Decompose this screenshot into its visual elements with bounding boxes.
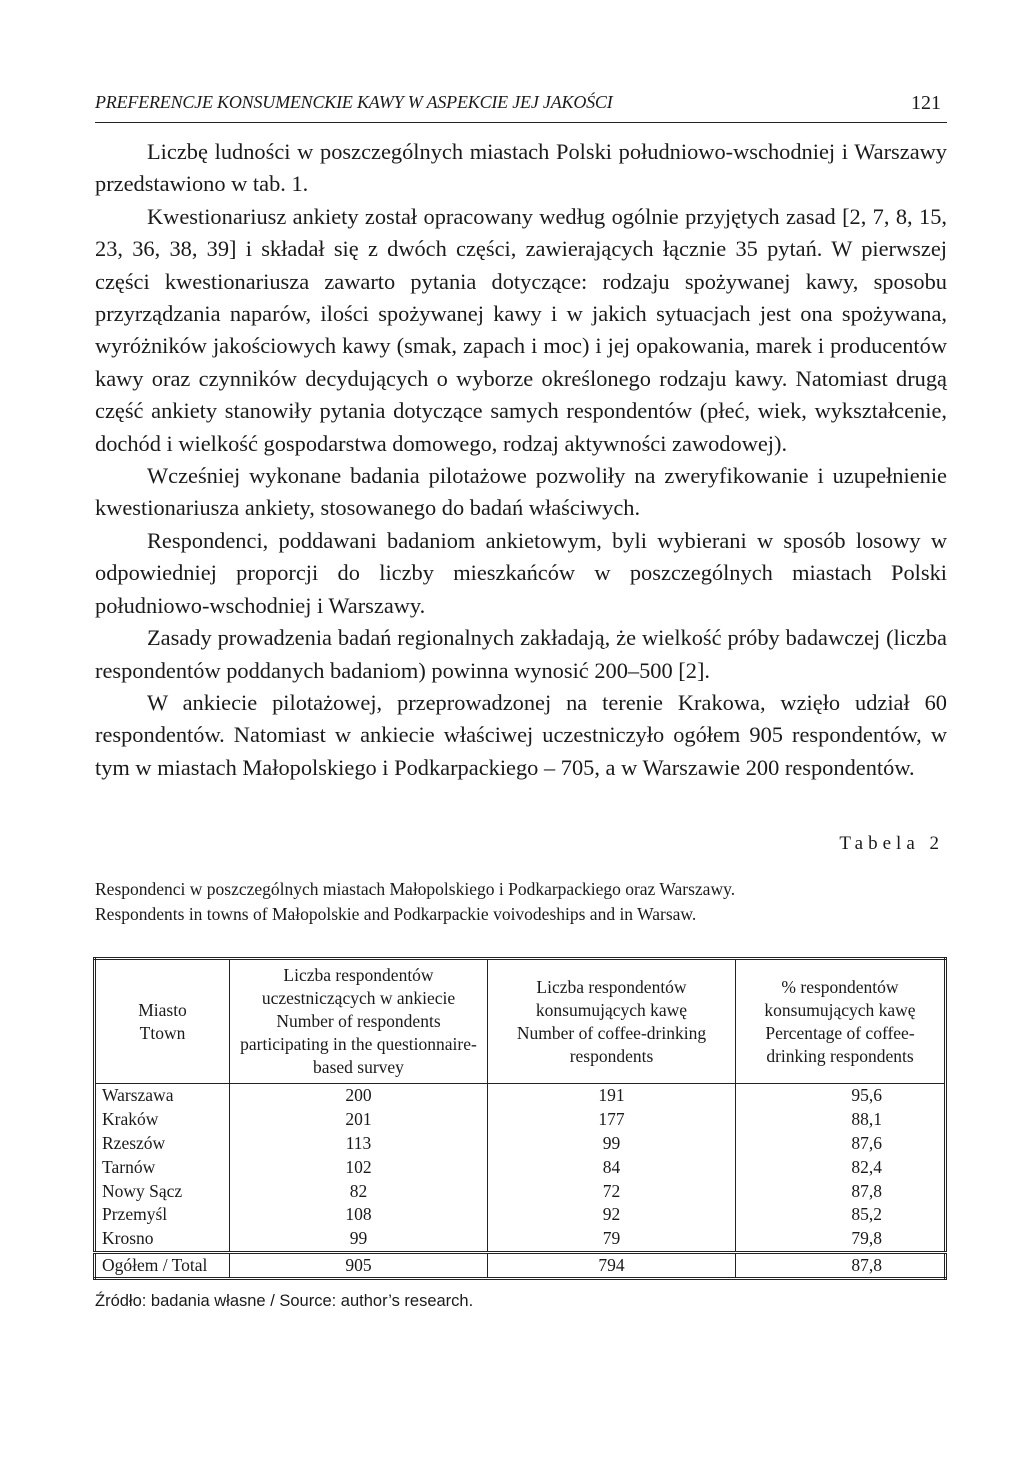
table-row: Rzeszów 113 99 87,6 bbox=[95, 1132, 946, 1156]
running-title: PREFERENCJE KONSUMENCKIE KAWY W ASPEKCIE JEJ JAKOŚCI bbox=[95, 92, 613, 112]
table-source: Źródło: badania własne / Source: author’s research. bbox=[95, 1292, 474, 1310]
running-header bbox=[95, 92, 947, 123]
table-caption bbox=[95, 877, 947, 927]
paragraph: W ankiecie pilotażowej, przeprowadzonej na terenie Krakowa, wzięło udział 60 respondentów. Natomiast w ankiecie właściwej uczestniczyło ogółem 905 respondentów, w tym w miastach Małopolskiego i Podkarpackiego – 705, a w Warszawie 200 respondentów. bbox=[95, 689, 947, 780]
column-header-participants: Liczba respondentów uczestniczących w ankiecie Number of respondents participating in the questionnaire-based survey bbox=[230, 959, 488, 1084]
paragraph: Zasady prowadzenia badań regionalnych zakładają, że wielkość próby badawczej (liczba respondentów poddanych badaniom) powinna wynosić 200–500 [2]. bbox=[95, 625, 947, 683]
caption-english: Respondents in towns of Małopolskie and Podkarpackie voivodeships and in Warsaw. bbox=[95, 904, 697, 924]
table-row: Przemyśl 108 92 85,2 bbox=[95, 1203, 946, 1227]
paragraph: Respondenci, poddawani badaniom ankietowym, byli wybierani w sposób losowy w odpowiedniej proporcji do liczby mieszkańców w poszczególnych miastach Polski południowo-wschodniej i Warszawy. bbox=[95, 527, 947, 618]
table-row: Nowy Sącz 82 72 87,8 bbox=[95, 1179, 946, 1203]
column-header-coffee-drinkers: Liczba respondentów konsumujących kawę Number of coffee-drinking respondents bbox=[488, 959, 736, 1084]
table-row: Tarnów 102 84 82,4 bbox=[95, 1155, 946, 1179]
table-label: Tabela 2 bbox=[839, 833, 944, 854]
body-text bbox=[95, 136, 947, 784]
respondents-table bbox=[93, 957, 947, 1280]
table-total-row: Ogółem / Total 905 794 87,8 bbox=[95, 1252, 946, 1279]
paragraph: Kwestionariusz ankiety został opracowany według ogólnie przyjętych zasad [2, 7, 8, 15, 23, 36, 38, 39] i składał się z dwóch części, zawierających łącznie 35 pytań. W pierwszej części kwestionariusza zawarto pytania dotyczące: rodzaju spożywanej kawy, sposobu przyrządzania naparów, ilości spożywanej kawy i w jakich sytuacjach jest ona spożywana, wyróżników jakościowych kawy (smak, zapach i moc) i jej opakowania, marek i producentów kawy oraz czynników decydujących o wyborze określonego rodzaju kawy. Natomiast drugą część ankiety stanowiły pytania dotyczące samych respondentów (płeć, wiek, wykształcenie, dochód i wielkość gospodarstwa domowego, rodzaj aktywności zawodowej). bbox=[95, 203, 947, 456]
page-number: 121 bbox=[911, 92, 941, 114]
paragraph: Liczbę ludności w poszczególnych miastach Polski południowo-wschodniej i Warszawy przedstawiono w tab. 1. bbox=[95, 139, 947, 197]
table-row: Warszawa 200 191 95,6 bbox=[95, 1084, 946, 1108]
table-row: Krosno 99 79 79,8 bbox=[95, 1227, 946, 1252]
caption-polish: Respondenci w poszczególnych miastach Małopolskiego i Podkarpackiego oraz Warszawy. bbox=[95, 879, 736, 899]
table-header-row bbox=[95, 959, 946, 1084]
paragraph: Wcześniej wykonane badania pilotażowe pozwoliły na zweryfikowanie i uzupełnienie kwestionariusza ankiety, stosowanego do badań właściwych. bbox=[95, 463, 947, 521]
table-row: Kraków 201 177 88,1 bbox=[95, 1108, 946, 1132]
column-header-percentage: % respondentów konsumujących kawę Percentage of coffee-drinking respondents bbox=[736, 959, 946, 1084]
column-header-town: Miasto Ttown bbox=[95, 959, 230, 1084]
